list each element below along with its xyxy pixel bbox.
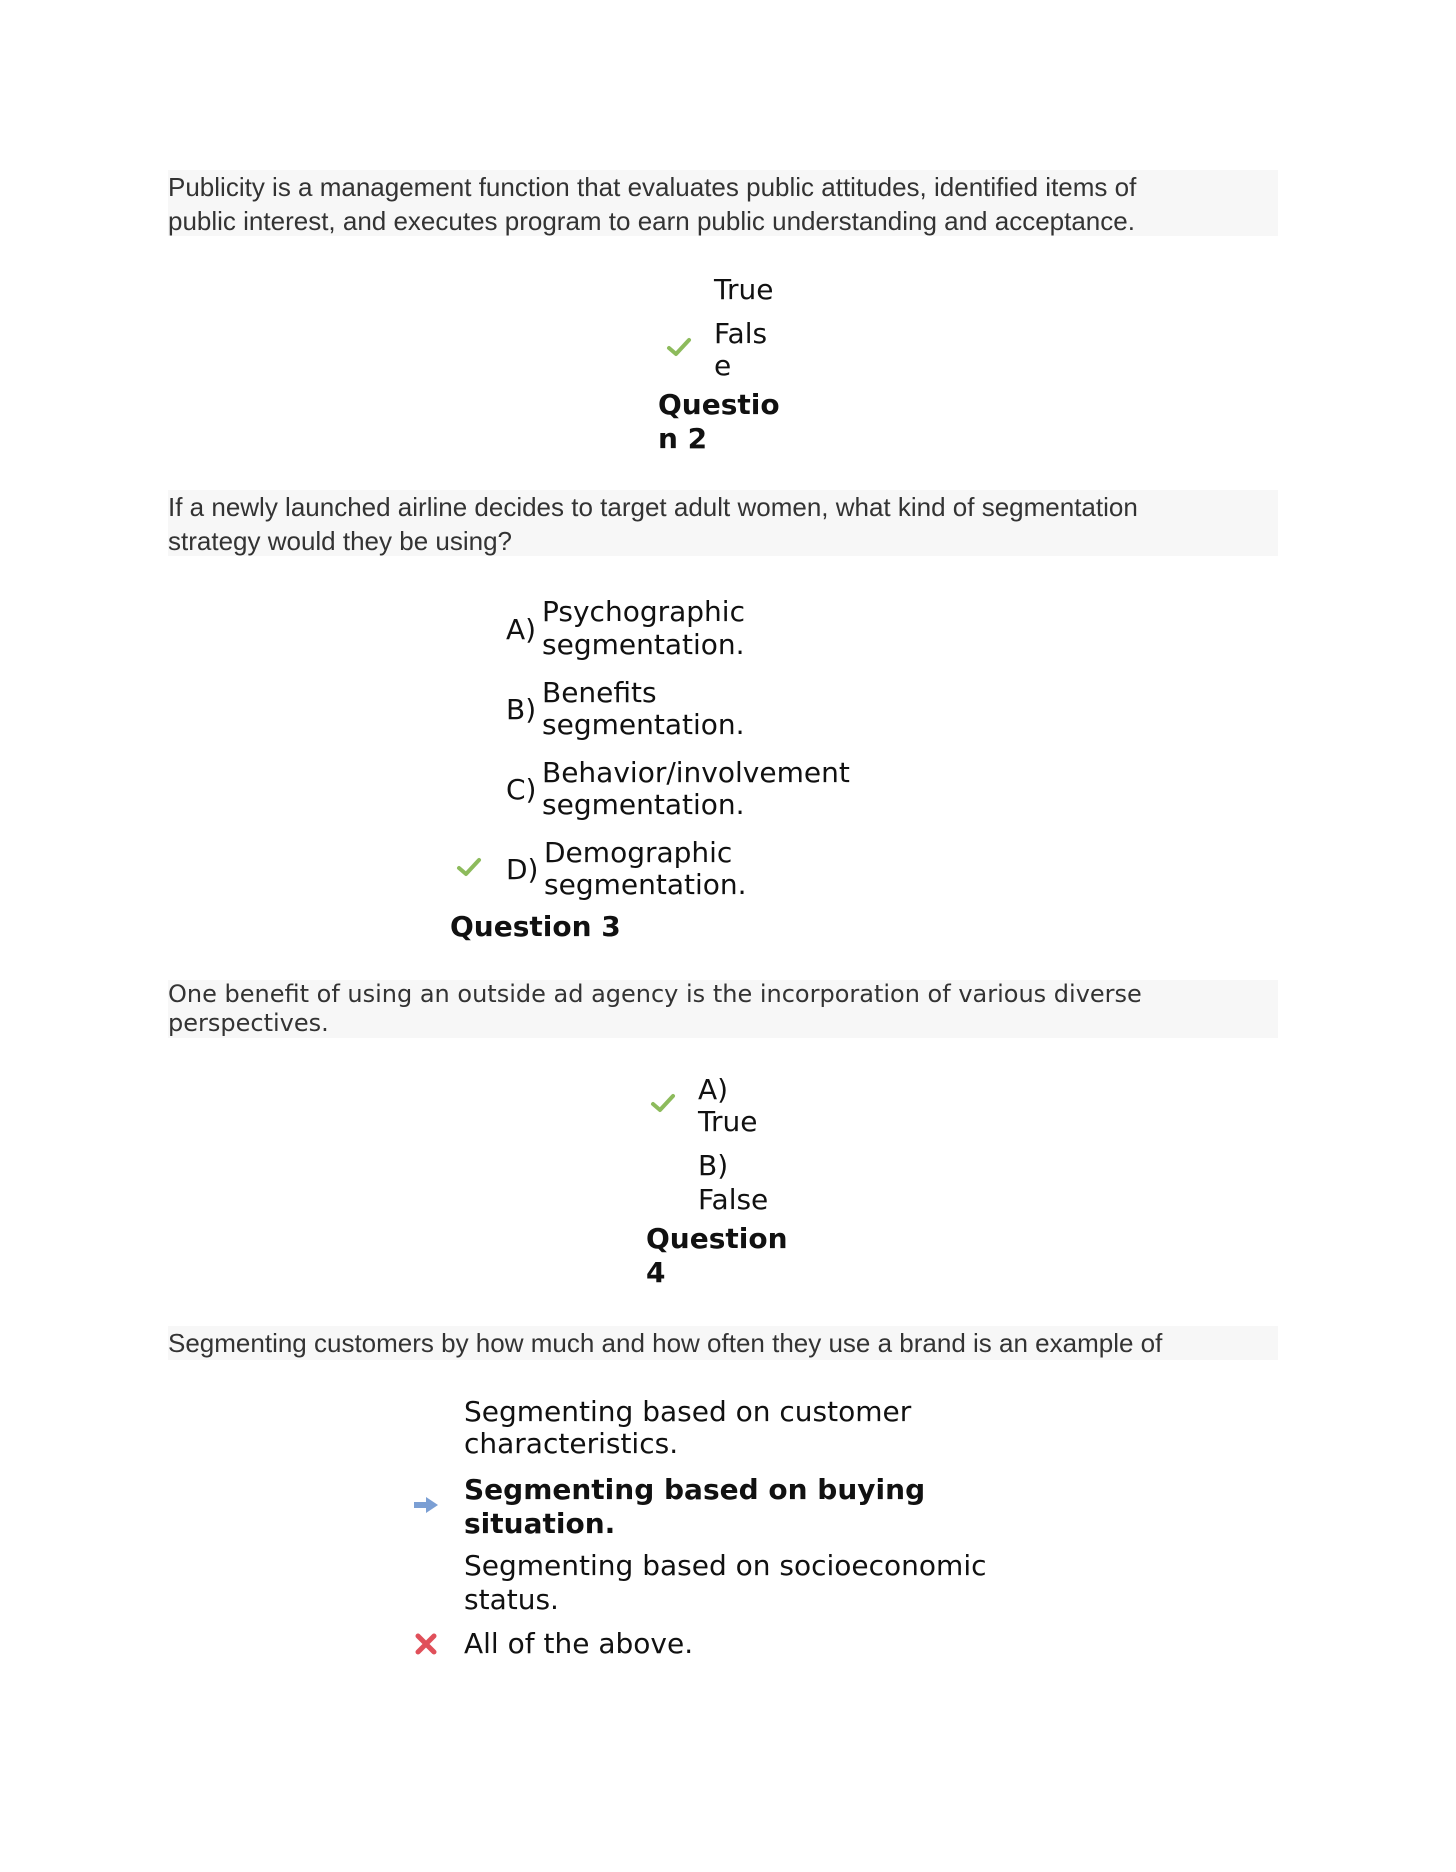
question-3-text <box>168 980 1278 1038</box>
check-icon <box>650 1092 676 1114</box>
q2-option-d-line-2[interactable]: segmentation. <box>544 868 747 901</box>
q2-option-b-line-1[interactable]: Benefits <box>542 676 657 709</box>
q1-option-false-line-2[interactable]: e <box>714 349 732 382</box>
q4-option-4-line-1[interactable]: All of the above. <box>464 1627 694 1660</box>
q2-option-d-letter[interactable]: D) <box>506 853 539 886</box>
q1-option-false-line-1[interactable]: Fals <box>714 317 768 350</box>
q2-option-a-line-2[interactable]: segmentation. <box>542 628 745 661</box>
q3-option-a-label[interactable]: True <box>698 1105 758 1138</box>
q4-option-2-line-1[interactable]: Segmenting based on buying <box>464 1473 926 1506</box>
q2-option-a-letter[interactable]: A) <box>506 613 537 646</box>
question-4-heading-line-1: Question <box>646 1222 788 1255</box>
q2-option-b-line-2[interactable]: segmentation. <box>542 708 745 741</box>
question-4-line-1: Segmenting customers by how much and how often they use a brand is an example of <box>168 1328 1163 1358</box>
question-4-text <box>168 1326 1278 1360</box>
q4-option-1-line-1[interactable]: Segmenting based on customer <box>464 1395 912 1428</box>
question-3-heading: Question 3 <box>450 910 621 943</box>
question-2-heading-line-2: n 2 <box>658 422 708 455</box>
q4-option-2-line-2[interactable]: situation. <box>464 1507 616 1540</box>
question-3-line-2: perspectives. <box>168 1009 329 1037</box>
check-icon <box>666 336 692 358</box>
q4-option-1-line-2[interactable]: characteristics. <box>464 1427 679 1460</box>
q1-option-true[interactable]: True <box>714 273 774 306</box>
question-2-line-1: If a newly launched airline decides to target adult women, what kind of segmentation <box>168 492 1138 522</box>
question-1-line-1: Publicity is a management function that evaluates public attitudes, identified items of <box>168 172 1137 202</box>
q2-option-c-line-2[interactable]: segmentation. <box>542 788 745 821</box>
q2-option-c-line-1[interactable]: Behavior/involvement <box>542 756 850 789</box>
q4-option-3-line-1[interactable]: Segmenting based on socioeconomic <box>464 1549 987 1582</box>
question-2-heading-line-1: Questio <box>658 388 780 421</box>
q3-option-a-letter[interactable]: A) <box>698 1073 729 1106</box>
q4-option-3-line-2[interactable]: status. <box>464 1583 559 1616</box>
question-2-text <box>168 490 1278 556</box>
x-mark-icon <box>414 1632 440 1654</box>
question-3-line-1: One benefit of using an outside ad agency is the incorporation of various diverse <box>168 980 1142 1008</box>
q2-option-c-letter[interactable]: C) <box>506 773 537 806</box>
question-2-line-2: strategy would they be using? <box>168 526 512 556</box>
q2-option-d-line-1[interactable]: Demographic <box>544 836 733 869</box>
question-1-line-2: public interest, and executes program to earn public understanding and acceptance. <box>168 206 1135 236</box>
arrow-right-icon <box>412 1494 438 1516</box>
q2-option-a-line-1[interactable]: Psychographic <box>542 595 745 628</box>
question-4-heading-line-2: 4 <box>646 1256 666 1289</box>
question-1-text <box>168 170 1278 236</box>
check-icon <box>456 856 482 878</box>
q3-option-b-label[interactable]: False <box>698 1183 769 1216</box>
q3-option-b-letter[interactable]: B) <box>698 1149 729 1182</box>
q2-option-b-letter[interactable]: B) <box>506 693 537 726</box>
